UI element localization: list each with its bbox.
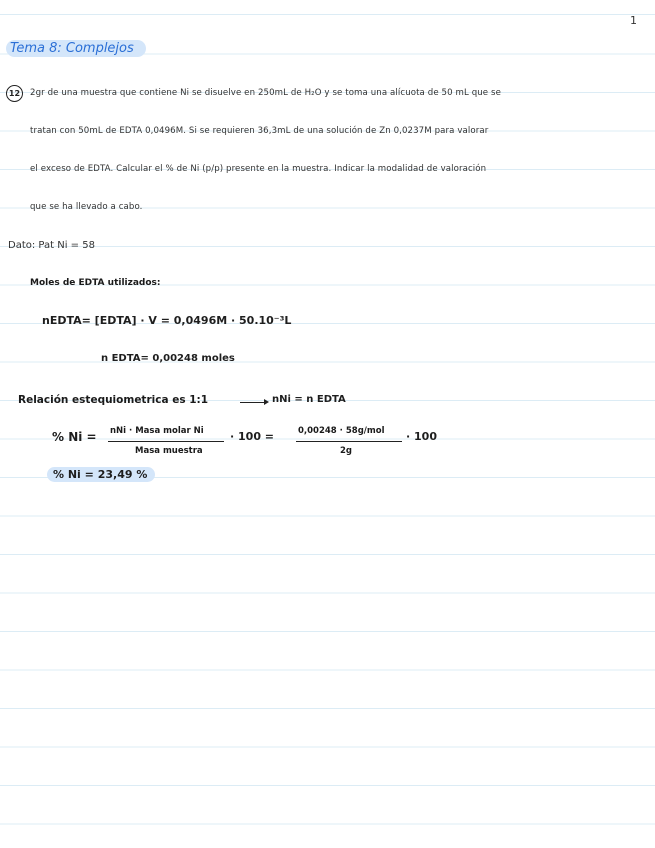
- right-arrow-icon: [240, 402, 266, 403]
- moles-result: n EDTA= 0,00248 moles: [101, 353, 235, 364]
- section-title: Tema 8: Complejos: [6, 40, 146, 57]
- percent-lhs: % Ni =: [52, 430, 97, 444]
- problem-number-badge: 12: [6, 85, 23, 102]
- moles-section-heading: Moles de EDTA utilizados:: [30, 278, 161, 288]
- stoichiometry-result: nNi = n EDTA: [272, 394, 346, 405]
- fraction-bar-values: [296, 441, 402, 442]
- page-number: 1: [630, 14, 637, 27]
- fraction-bar: [108, 441, 224, 442]
- percent-denominator: Masa muestra: [135, 446, 203, 456]
- problem-line-1: 2gr de una muestra que contiene Ni se disuelve en 250mL de H₂O y se toma una alícuota de 50 mL que se: [30, 88, 501, 98]
- percent-numerator-values: 0,00248 · 58g/mol: [298, 426, 385, 436]
- data-line: Dato: Pat Ni = 58: [8, 240, 95, 251]
- final-result: % Ni = 23,49 %: [47, 467, 155, 482]
- percent-times-100b: · 100: [406, 430, 437, 443]
- stoichiometry-label: Relación estequiometrica es 1:1: [18, 394, 209, 406]
- percent-times-100: · 100 =: [230, 430, 275, 443]
- moles-equation: nEDTA= [EDTA] · V = 0,0496M · 50.10⁻³L: [42, 314, 292, 327]
- percent-denominator-values: 2g: [340, 446, 352, 456]
- problem-line-4: que se ha llevado a cabo.: [30, 202, 143, 212]
- percent-numerator: nNi · Masa molar Ni: [110, 426, 204, 436]
- problem-line-3: el exceso de EDTA. Calcular el % de Ni (p/p) presente en la muestra. Indicar la modalidad de valoración: [30, 164, 487, 174]
- problem-line-2: tratan con 50mL de EDTA 0,0496M. Si se requieren 36,3mL de una solución de Zn 0,0237M para valorar: [30, 126, 489, 136]
